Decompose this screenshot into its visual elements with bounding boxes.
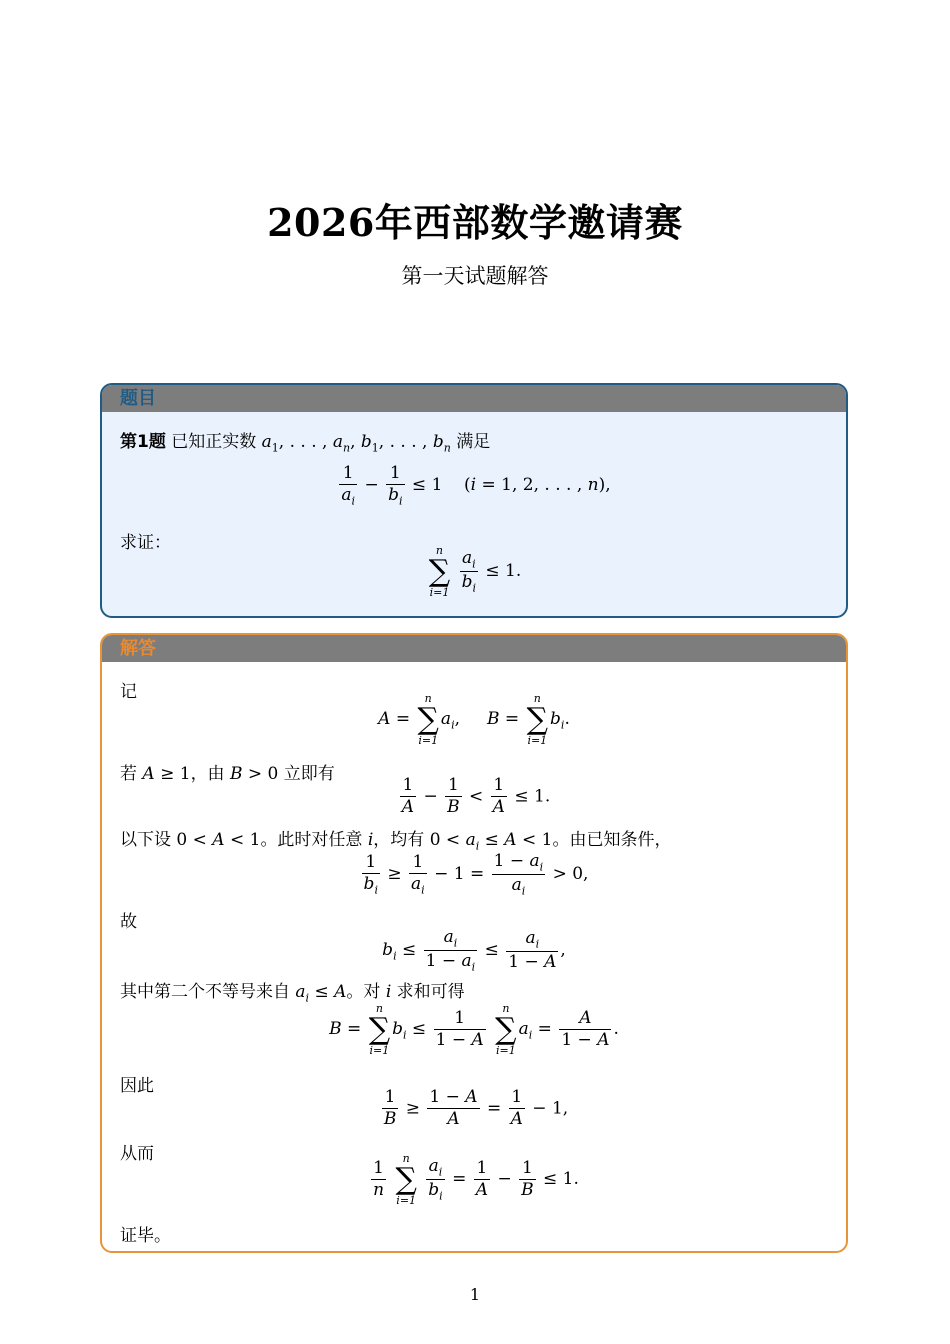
problem-statement <box>120 427 490 454</box>
solution-heading: 解答 <box>102 635 846 662</box>
formula-case-a: $\frac{1}{A}$ − $\frac{1}{B}$ < $\frac{1}{A}$ ≤ 1. <box>401 775 551 818</box>
problem-intro: 已知正实数 <box>171 432 257 452</box>
text-case-a: 若 A ≥ 1，由 B > 0 立即有 <box>120 764 335 784</box>
formula-bound-b: $b_i$ ≤ $\frac{a_i}{1 - a_i}$ ≤ $\frac{a_i}{1 - A}$ , <box>382 927 566 974</box>
page-title: 2026年西部数学邀请赛 <box>267 200 683 245</box>
text-hence: 因此 <box>120 1076 154 1096</box>
text-case-b: 以下设 0 < A < 1。此时对任意 i，均有 $0 < a_i \le A < 1$。由已知条件， <box>120 830 672 853</box>
problem-intro-end: 满足 <box>456 432 491 452</box>
solution-box <box>100 633 848 1253</box>
problem-variables: $a_1$, . . . , $a_n$, $b_1$, . . . , $b_n$ <box>261 432 451 455</box>
problem-box <box>100 383 848 618</box>
text-qed: 证毕。 <box>120 1226 171 1246</box>
formula-reciprocal-b: $\frac{1}{B}$ ≥ $\frac{1 - A}{A}$ = $\frac{1}{A}$ − 1, <box>383 1087 569 1130</box>
text-second-inequality: 其中第二个不等号来自 $a_i \le A$。对 i 求和可得 <box>120 982 465 1005</box>
formula-definitions: A = n ∑ i=1 $a_i$, B = n ∑ i=1 $b_i$. <box>378 692 570 747</box>
prove-label: 求证： <box>120 533 171 553</box>
page-number: 1 <box>469 1285 481 1304</box>
formula-conclusion: $\frac{1}{n}$ n ∑ i=1 $\frac{a_i}{b_i}$ = $\frac{1}{A}$ − $\frac{1}{B}$ ≤ 1. <box>373 1152 579 1207</box>
problem-number: 第1题 <box>120 432 166 452</box>
text-denote: 记 <box>120 682 137 702</box>
page-subtitle: 第一天试题解答 <box>401 264 549 288</box>
formula-sum-b: B = n ∑ i=1 $b_i$ ≤ $\frac{1}{1 - A}$ n ∑ i=1 $a_i$ = $\frac{A}{1 - A}$ . <box>329 1002 619 1057</box>
problem-condition-formula: $\frac{1}{a_i}$ − $\frac{1}{b_i}$ ≤ 1 (i = 1, 2, . . . , n), <box>341 463 611 508</box>
formula-reciprocal: $\frac{1}{b_i}$ ≥ $\frac{1}{a_i}$ − 1 = $\frac{1 - a_i}{a_i}$ > 0, <box>363 851 589 898</box>
problem-heading: 题目 <box>102 385 846 412</box>
problem-goal-formula: n ∑ i=1 $\frac{a_i}{b_i}$ ≤ 1. <box>428 544 522 599</box>
text-therefore: 故 <box>120 912 137 932</box>
text-thus: 从而 <box>120 1144 154 1164</box>
